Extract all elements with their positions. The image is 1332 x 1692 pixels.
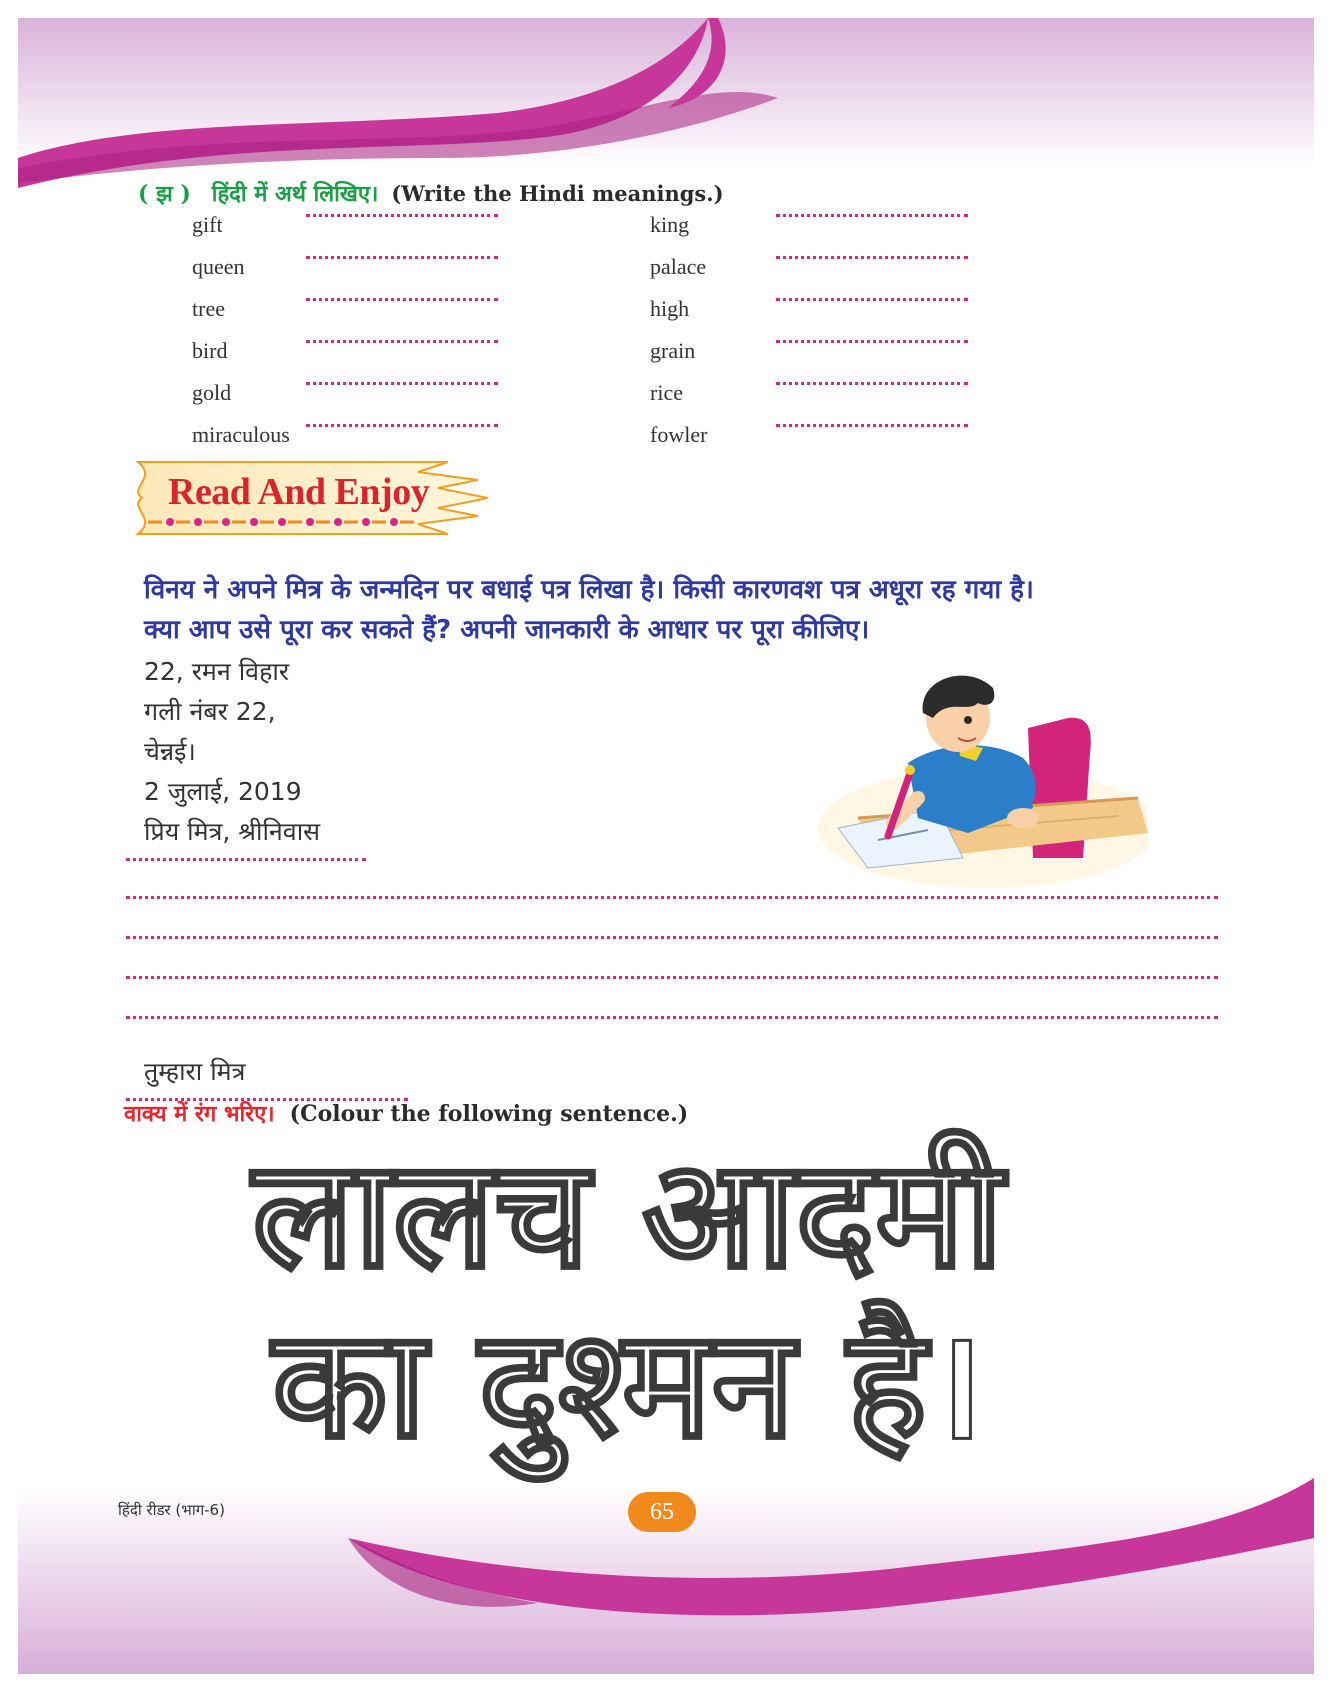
word-left: gift [192,212,223,237]
read-and-enjoy-title: Read And Enjoy [168,471,430,513]
word-right: grain [650,338,696,363]
colour-heading-hindi: वाक्य में रंग भरिए। [124,1102,275,1127]
outline-sentence-line2[interactable]: का दुश्मन है। [272,1298,984,1472]
exercise-heading-hindi: हिंदी में अर्थ लिखिए। [211,181,379,207]
word-right: high [650,296,690,321]
address-line: गली नंबर 22, [144,697,276,726]
letter-salutation: प्रिय मित्र, श्रीनिवास [144,817,321,846]
exercise-heading-english: (Write the Hindi meanings.) [391,181,724,206]
letter-closing: तुम्हारा मित्र [144,1057,246,1086]
exercise-number: ( झ ) [138,181,191,207]
address-line: चेन्नई। [144,737,196,766]
letter-instruction-line1: विनय ने अपने मित्र के जन्मदिन पर बधाई पत्र लिखा है। किसी कारणवश पत्र अधूरा रह गया है। [144,575,1034,605]
word-left: tree [192,296,225,321]
word-left: queen [192,254,245,279]
page-number: 65 [628,1492,696,1532]
address-line: 22, रमन विहार [144,657,290,686]
word-right: rice [650,380,683,405]
outline-sentence-line1[interactable]: लालच आदमी [252,1128,1004,1302]
footer-book-title: हिंदी रीडर (भाग-6) [118,1501,225,1519]
page [18,18,1314,1674]
letter-date: 2 जुलाई, 2019 [144,777,302,806]
word-right: palace [650,254,707,279]
outline-sentence[interactable] [18,18,1314,1674]
word-left: gold [192,380,232,405]
word-left: miraculous [192,422,290,447]
word-right: king [650,212,690,237]
word-left: bird [192,338,228,363]
letter-instruction-line2: क्या आप उसे पूरा कर सकते हैं? अपनी जानकारी के आधार पर पूरा कीजिए। [144,615,870,645]
colour-heading-english: (Colour the following sentence.) [289,1101,689,1127]
word-right: fowler [650,422,708,447]
